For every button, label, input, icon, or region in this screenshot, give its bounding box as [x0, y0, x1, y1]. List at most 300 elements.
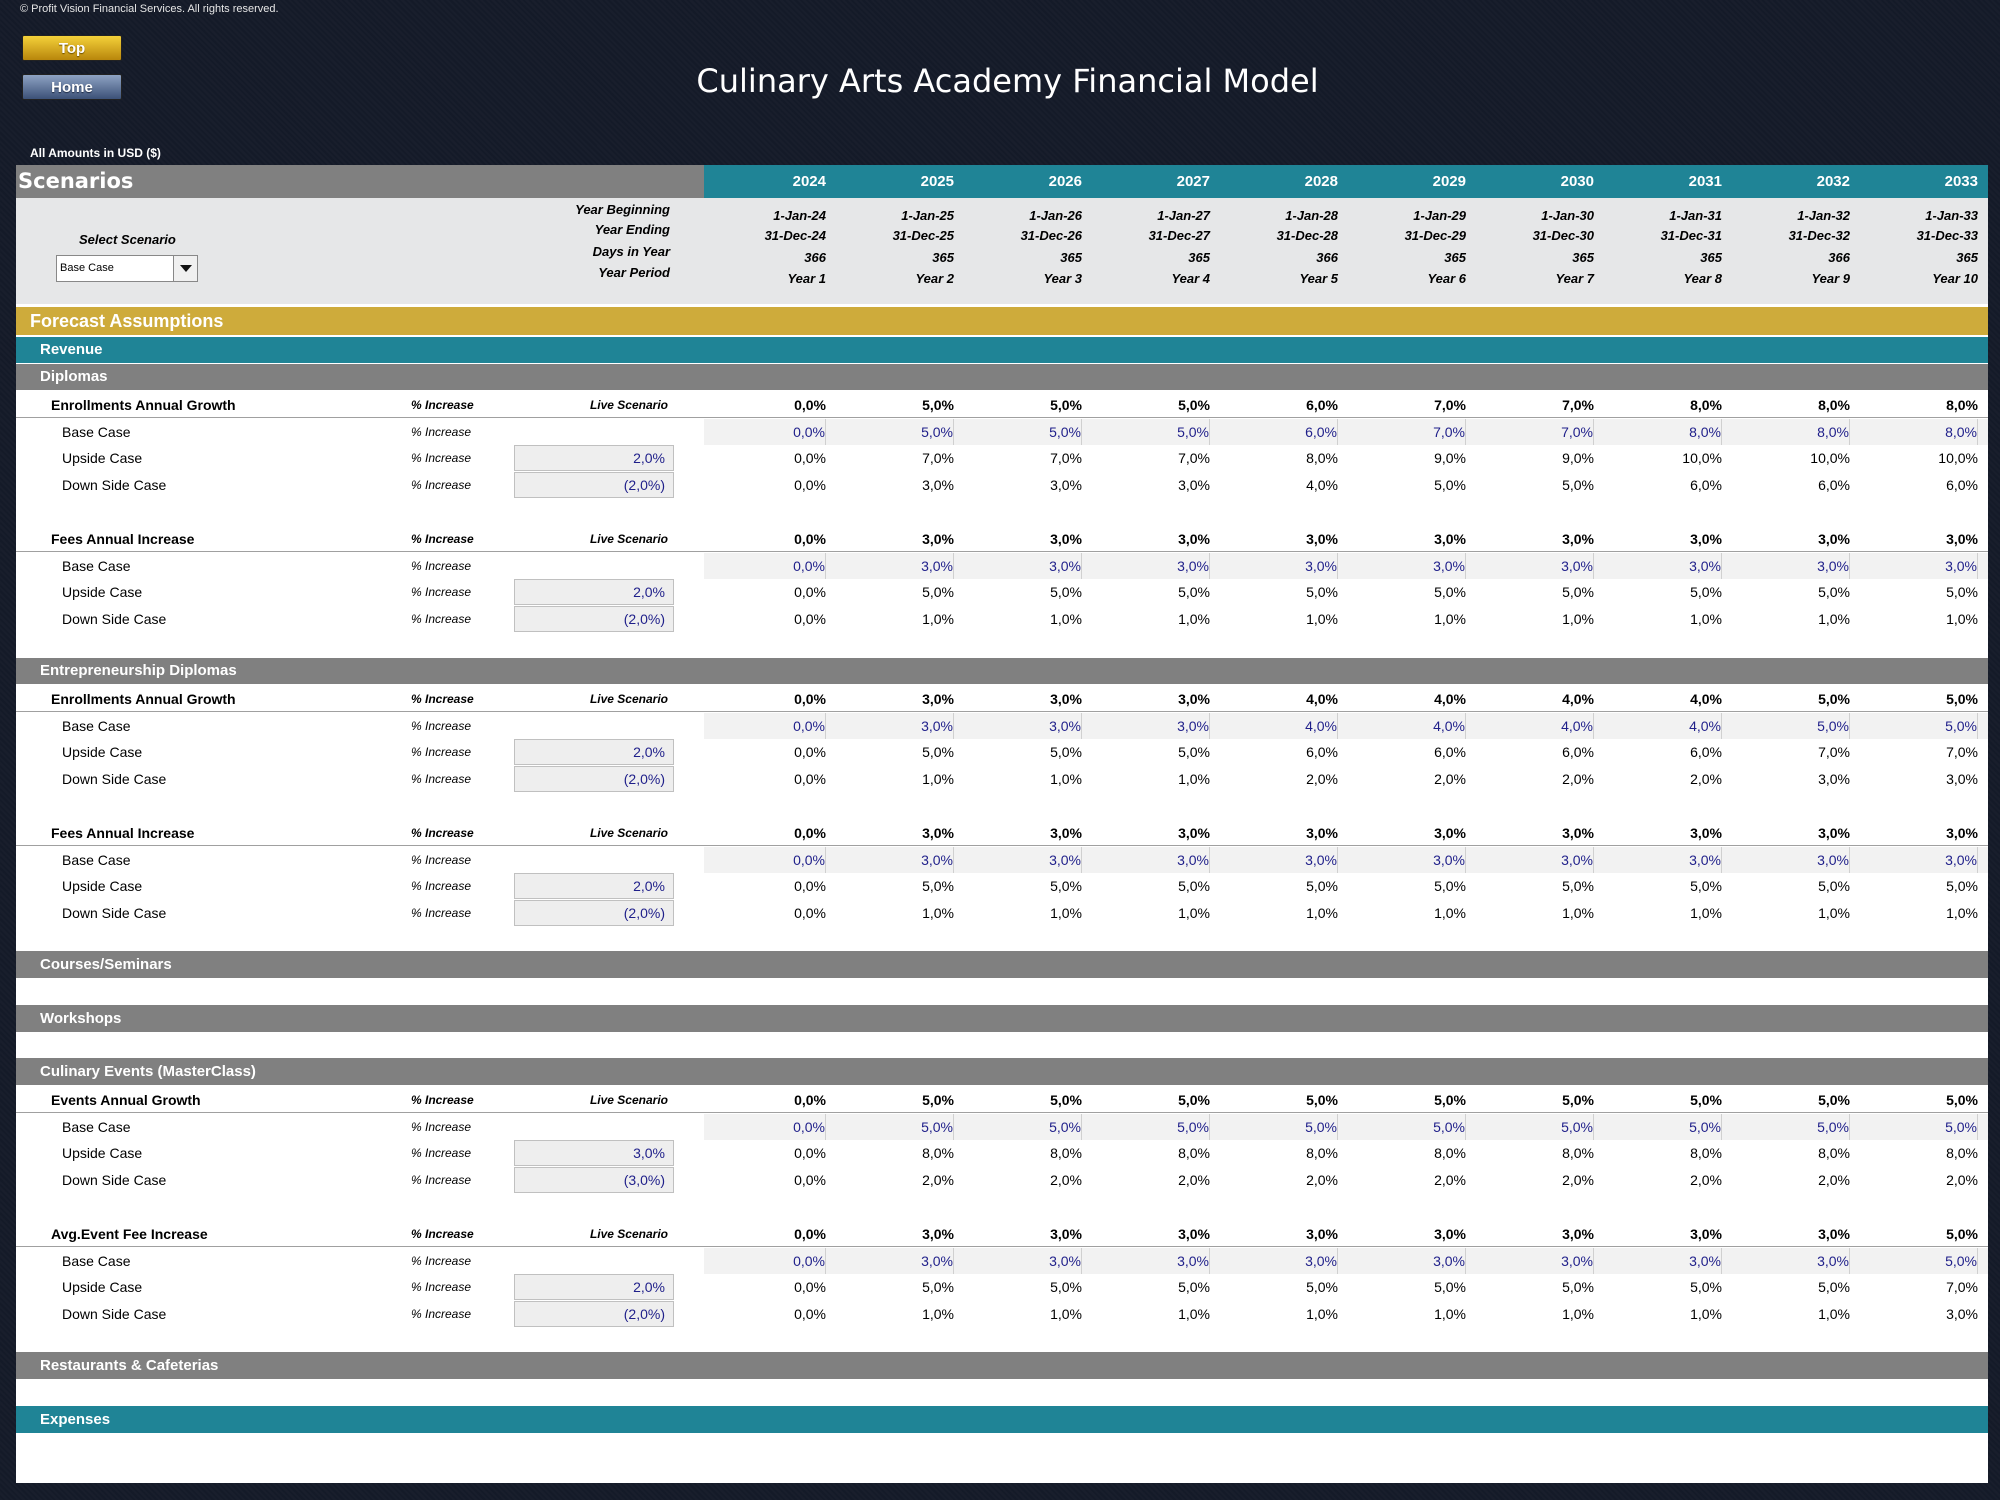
base-input-cell[interactable]: 5,0% [1850, 713, 1978, 739]
value-cell: 10,0% [1938, 450, 1978, 467]
base-input-cell[interactable]: 0,0% [698, 1114, 826, 1140]
base-input-cell[interactable]: 5,0% [1082, 419, 1210, 445]
live-scenario-label: Live Scenario [589, 532, 668, 546]
live-scenario-row [16, 686, 1988, 712]
period-cell: 31-Dec-28 [1276, 228, 1338, 243]
value-cell: 5,0% [1306, 1279, 1338, 1296]
value-cell: 0,0% [794, 584, 826, 601]
upside-adjustment-input[interactable]: 2,0% [514, 579, 674, 605]
value-cell: 7,0% [922, 450, 954, 467]
select-scenario-label: Select Scenario [79, 232, 176, 247]
value-cell: 5,0% [1434, 1279, 1466, 1296]
value-cell: 1,0% [1178, 611, 1210, 628]
value-cell: 7,0% [1434, 397, 1466, 413]
base-input-cell[interactable]: 3,0% [954, 713, 1082, 739]
base-input-cell[interactable]: 3,0% [1082, 847, 1210, 873]
period-cell: 366 [1316, 250, 1338, 265]
value-cell: 3,0% [922, 1226, 954, 1242]
base-input-cell[interactable]: 5,0% [1722, 1114, 1850, 1140]
value-cell: 6,0% [1690, 477, 1722, 494]
year-header-2033: 2033 [1944, 173, 1978, 190]
live-scenario-row [16, 1221, 1988, 1247]
value-cell: 3,0% [1690, 825, 1722, 841]
value-cell: 1,0% [922, 1306, 954, 1323]
value-cell: 5,0% [1306, 584, 1338, 601]
value-cell: 3,0% [1946, 1306, 1978, 1323]
value-cell: 10,0% [1810, 450, 1850, 467]
base-input-cell[interactable]: 3,0% [954, 847, 1082, 873]
value-cell: 5,0% [1946, 1226, 1978, 1242]
base-input-cell[interactable]: 3,0% [1594, 553, 1722, 579]
base-input-cell[interactable]: 3,0% [1722, 553, 1850, 579]
value-cell: 6,0% [1562, 744, 1594, 761]
base-input-cell[interactable]: 4,0% [1466, 713, 1594, 739]
downside-adjustment-input[interactable]: (3,0%) [514, 1167, 674, 1193]
entrepreneurship-diplomas-band: Entrepreneurship Diplomas [16, 658, 1988, 684]
base-input-cell[interactable]: 3,0% [1082, 553, 1210, 579]
downside-case-row [16, 900, 1988, 926]
base-input-cell[interactable]: 7,0% [1466, 419, 1594, 445]
downside-case-row [16, 1301, 1988, 1327]
base-input-cell[interactable]: 5,0% [1594, 1114, 1722, 1140]
unit-label: % Increase [411, 852, 472, 867]
period-cell: Year 6 [1427, 271, 1466, 286]
base-input-cell[interactable]: 3,0% [1850, 553, 1978, 579]
value-cell: 8,0% [1050, 1145, 1082, 1162]
value-cell: 5,0% [922, 1279, 954, 1296]
base-input-cell[interactable]: 3,0% [954, 553, 1082, 579]
value-cell: 5,0% [922, 744, 954, 761]
value-cell: 0,0% [794, 1226, 826, 1242]
value-cell: 0,0% [794, 1145, 826, 1162]
period-cell: 1-Jan-24 [773, 208, 826, 223]
period-label: Days in Year [592, 244, 670, 259]
base-input-cell[interactable]: 0,0% [698, 847, 826, 873]
base-input-cell[interactable]: 5,0% [1210, 1114, 1338, 1140]
period-cell: 1-Jan-29 [1413, 208, 1466, 223]
period-cell: Year 10 [1932, 271, 1978, 286]
unit-label: % Increase [411, 772, 472, 787]
downside-case-row [16, 766, 1988, 792]
unit-label: % Increase [411, 612, 472, 627]
value-cell: 2,0% [1178, 1172, 1210, 1189]
value-cell: 7,0% [1562, 397, 1594, 413]
base-input-cell[interactable]: 5,0% [954, 1114, 1082, 1140]
period-cell: 366 [1828, 250, 1850, 265]
value-cell: 4,0% [1562, 691, 1594, 707]
value-cell: 8,0% [1306, 450, 1338, 467]
unit-label: % Increase [411, 1173, 472, 1188]
case-label: Base Case [62, 557, 131, 574]
downside-adjustment-input[interactable]: (2,0%) [514, 900, 674, 926]
value-cell: 1,0% [1050, 1306, 1082, 1323]
scenario-dropdown-value: Base Case [60, 262, 114, 274]
base-input-cell[interactable]: 5,0% [1082, 1114, 1210, 1140]
upside-adjustment-input[interactable]: 2,0% [514, 873, 674, 899]
diplomas-band: Diplomas [16, 364, 1988, 390]
upside-adjustment-input[interactable]: 2,0% [514, 739, 674, 765]
base-input-cell[interactable]: 7,0% [1338, 419, 1466, 445]
value-cell: 2,0% [1306, 1172, 1338, 1189]
value-cell: 0,0% [794, 691, 826, 707]
base-input-cell[interactable]: 3,0% [1466, 847, 1594, 873]
base-input-cell[interactable]: 3,0% [826, 553, 954, 579]
base-case-row [16, 1114, 1988, 1140]
upside-adjustment-input[interactable]: 2,0% [514, 445, 674, 471]
base-input-cell[interactable]: 5,0% [1338, 1114, 1466, 1140]
assumption-title: Enrollments Annual Growth [51, 691, 236, 707]
base-input-cell[interactable]: 5,0% [826, 1114, 954, 1140]
base-input-cell[interactable]: 5,0% [954, 419, 1082, 445]
value-cell: 3,0% [1946, 825, 1978, 841]
value-cell: 2,0% [1946, 1172, 1978, 1189]
base-input-cell[interactable]: 3,0% [1466, 553, 1594, 579]
unit-label: % Increase [411, 585, 472, 600]
top-button[interactable]: Top [22, 35, 122, 61]
value-cell: 1,0% [1818, 905, 1850, 922]
value-cell: 5,0% [1178, 397, 1210, 413]
base-input-cell[interactable]: 8,0% [1722, 419, 1850, 445]
value-cell: 1,0% [1306, 905, 1338, 922]
value-cell: 7,0% [1946, 1279, 1978, 1296]
value-cell: 3,0% [1434, 531, 1466, 547]
value-cell: 1,0% [1946, 905, 1978, 922]
value-cell: 1,0% [1306, 611, 1338, 628]
value-cell: 7,0% [1178, 450, 1210, 467]
unit-label: % Increase [411, 879, 472, 894]
unit-label: % Increase [411, 1253, 472, 1268]
value-cell: 5,0% [1690, 584, 1722, 601]
value-cell: 1,0% [1690, 611, 1722, 628]
value-cell: 5,0% [1690, 1279, 1722, 1296]
value-cell: 5,0% [1178, 1092, 1210, 1108]
period-cell: 1-Jan-31 [1669, 208, 1722, 223]
base-input-cell[interactable]: 3,0% [826, 847, 954, 873]
base-input-cell[interactable]: 3,0% [1338, 1248, 1466, 1274]
period-cell: 31-Dec-32 [1788, 228, 1850, 243]
unit-label: % Increase [411, 1093, 474, 1107]
upside-case-row [16, 739, 1988, 765]
value-cell: 5,0% [1818, 691, 1850, 707]
value-cell: 1,0% [1434, 905, 1466, 922]
base-input-cell[interactable]: 3,0% [954, 1248, 1082, 1274]
upside-adjustment-input[interactable]: 2,0% [514, 1274, 674, 1300]
period-cell: Year 4 [1171, 271, 1210, 286]
case-label: Base Case [62, 1118, 131, 1135]
value-cell: 1,0% [922, 611, 954, 628]
value-cell: 3,0% [1050, 531, 1082, 547]
base-input-cell[interactable]: 3,0% [826, 713, 954, 739]
base-input-cell[interactable]: 0,0% [698, 553, 826, 579]
period-cell: 366 [804, 250, 826, 265]
period-cell: Year 7 [1555, 271, 1594, 286]
period-label: Year Ending [594, 222, 670, 237]
value-cell: 3,0% [1178, 1226, 1210, 1242]
case-label: Upside Case [62, 1279, 143, 1296]
base-case-row [16, 713, 1988, 739]
value-cell: 5,0% [1946, 878, 1978, 895]
value-cell: 1,0% [1562, 1306, 1594, 1323]
year-header-2032: 2032 [1816, 173, 1850, 190]
unit-label: % Increase [411, 692, 474, 706]
value-cell: 0,0% [794, 450, 826, 467]
value-cell: 0,0% [794, 1172, 826, 1189]
base-input-cell[interactable]: 5,0% [1850, 1114, 1978, 1140]
unit-label: % Increase [411, 1227, 474, 1241]
unit-label: % Increase [411, 826, 474, 840]
value-cell: 5,0% [1306, 1092, 1338, 1108]
value-cell: 6,0% [1434, 744, 1466, 761]
period-label: Year Period [598, 265, 670, 280]
value-cell: 6,0% [1690, 744, 1722, 761]
courses-seminars-band: Courses/Seminars [16, 951, 1988, 978]
base-input-cell[interactable]: 3,0% [1594, 1248, 1722, 1274]
value-cell: 3,0% [1050, 1226, 1082, 1242]
value-cell: 5,0% [922, 878, 954, 895]
value-cell: 1,0% [1178, 905, 1210, 922]
value-cell: 0,0% [794, 397, 826, 413]
year-header-2028: 2028 [1304, 173, 1338, 190]
value-cell: 5,0% [1434, 878, 1466, 895]
base-input-cell[interactable]: 3,0% [1210, 1248, 1338, 1274]
value-cell: 5,0% [1818, 1092, 1850, 1108]
base-input-cell[interactable]: 0,0% [698, 713, 826, 739]
period-cell: Year 5 [1299, 271, 1338, 286]
base-input-cell[interactable]: 4,0% [1594, 713, 1722, 739]
value-cell: 6,0% [1306, 397, 1338, 413]
upside-case-row [16, 579, 1988, 605]
value-cell: 1,0% [1818, 611, 1850, 628]
value-cell: 8,0% [1690, 1145, 1722, 1162]
value-cell: 5,0% [1050, 878, 1082, 895]
value-cell: 1,0% [1562, 611, 1594, 628]
scenarios-header [16, 165, 1988, 198]
unit-label: % Increase [411, 532, 474, 546]
base-input-cell[interactable]: 5,0% [1722, 713, 1850, 739]
period-cell: 31-Dec-26 [1020, 228, 1082, 243]
period-cell: Year 3 [1043, 271, 1082, 286]
value-cell: 5,0% [1562, 1279, 1594, 1296]
period-cell: Year 1 [787, 271, 826, 286]
base-input-cell[interactable]: 3,0% [1338, 847, 1466, 873]
scenario-dropdown[interactable] [56, 255, 198, 282]
base-input-cell[interactable]: 5,0% [1466, 1114, 1594, 1140]
value-cell: 2,0% [1562, 771, 1594, 788]
value-cell: 5,0% [1178, 1279, 1210, 1296]
unit-label: % Increase [411, 1307, 472, 1322]
value-cell: 3,0% [1050, 825, 1082, 841]
unit-label: % Increase [411, 1280, 472, 1295]
live-scenario-row [16, 1087, 1988, 1113]
base-input-cell[interactable]: 4,0% [1338, 713, 1466, 739]
assumption-title: Avg.Event Fee Increase [51, 1226, 208, 1242]
period-cell: 31-Dec-29 [1404, 228, 1466, 243]
base-input-cell[interactable]: 8,0% [1850, 419, 1978, 445]
home-button[interactable]: Home [22, 74, 122, 100]
base-input-cell[interactable]: 3,0% [1850, 847, 1978, 873]
case-label: Base Case [62, 1252, 131, 1269]
value-cell: 5,0% [1946, 584, 1978, 601]
unit-label: % Increase [411, 398, 474, 412]
value-cell: 1,0% [1690, 905, 1722, 922]
assumption-title: Events Annual Growth [51, 1092, 201, 1108]
spreadsheet-sheet [16, 165, 1988, 1483]
value-cell: 2,0% [1434, 1172, 1466, 1189]
downside-adjustment-input[interactable]: (2,0%) [514, 766, 674, 792]
unit-label: % Increase [411, 1119, 472, 1134]
period-cell: 1-Jan-32 [1797, 208, 1850, 223]
value-cell: 3,0% [1306, 825, 1338, 841]
upside-case-row [16, 1140, 1988, 1166]
value-cell: 3,0% [1178, 477, 1210, 494]
period-label: Year Beginning [575, 202, 670, 217]
value-cell: 2,0% [1690, 771, 1722, 788]
case-label: Base Case [62, 851, 131, 868]
value-cell: 5,0% [1562, 477, 1594, 494]
value-cell: 3,0% [1562, 825, 1594, 841]
value-cell: 5,0% [1562, 584, 1594, 601]
period-cell: 1-Jan-28 [1285, 208, 1338, 223]
downside-adjustment-input[interactable]: (2,0%) [514, 472, 674, 498]
value-cell: 3,0% [1946, 531, 1978, 547]
case-label: Base Case [62, 717, 131, 734]
assumption-title: Fees Annual Increase [51, 531, 195, 547]
value-cell: 5,0% [1434, 477, 1466, 494]
upside-case-row [16, 445, 1988, 471]
dropdown-arrow-icon[interactable] [173, 256, 197, 281]
value-cell: 3,0% [1434, 1226, 1466, 1242]
value-cell: 5,0% [1050, 1092, 1082, 1108]
page-title: Culinary Arts Academy Financial Model [696, 62, 1319, 100]
base-input-cell[interactable]: 3,0% [826, 1248, 954, 1274]
base-input-cell[interactable]: 3,0% [1210, 553, 1338, 579]
value-cell: 8,0% [1690, 397, 1722, 413]
value-cell: 3,0% [1178, 825, 1210, 841]
period-cell: 365 [1956, 250, 1978, 265]
value-cell: 6,0% [1818, 477, 1850, 494]
value-cell: 5,0% [1818, 1279, 1850, 1296]
assumption-title: Fees Annual Increase [51, 825, 195, 841]
base-input-cell[interactable]: 3,0% [1722, 847, 1850, 873]
period-cell: 1-Jan-26 [1029, 208, 1082, 223]
downside-adjustment-input[interactable]: (2,0%) [514, 606, 674, 632]
value-cell: 2,0% [1050, 1172, 1082, 1189]
value-cell: 5,0% [1434, 1092, 1466, 1108]
value-cell: 3,0% [1178, 691, 1210, 707]
downside-case-row [16, 472, 1988, 498]
value-cell: 3,0% [1818, 531, 1850, 547]
upside-case-row [16, 873, 1988, 899]
value-cell: 0,0% [794, 611, 826, 628]
workshops-band: Workshops [16, 1005, 1988, 1032]
value-cell: 5,0% [1050, 584, 1082, 601]
base-input-cell[interactable]: 3,0% [1338, 553, 1466, 579]
upside-case-row [16, 1274, 1988, 1300]
base-case-row [16, 419, 1988, 445]
period-cell: 365 [1700, 250, 1722, 265]
value-cell: 2,0% [1434, 771, 1466, 788]
value-cell: 3,0% [1178, 531, 1210, 547]
base-input-cell[interactable]: 0,0% [698, 1248, 826, 1274]
value-cell: 4,0% [1434, 691, 1466, 707]
value-cell: 8,0% [1562, 1145, 1594, 1162]
value-cell: 5,0% [1690, 1092, 1722, 1108]
downside-adjustment-input[interactable]: (2,0%) [514, 1301, 674, 1327]
unit-label: % Increase [411, 1146, 472, 1161]
case-label: Upside Case [62, 878, 143, 895]
base-input-cell[interactable]: 3,0% [1082, 713, 1210, 739]
value-cell: 1,0% [1306, 1306, 1338, 1323]
year-header-2027: 2027 [1176, 173, 1210, 190]
value-cell: 1,0% [1434, 611, 1466, 628]
value-cell: 8,0% [1946, 1145, 1978, 1162]
base-input-cell[interactable]: 3,0% [1722, 1248, 1850, 1274]
unit-label: % Increase [411, 745, 472, 760]
unit-label: % Increase [411, 478, 472, 493]
base-input-cell[interactable]: 0,0% [698, 419, 826, 445]
live-scenario-label: Live Scenario [589, 826, 668, 840]
period-cell: Year 9 [1811, 271, 1850, 286]
value-cell: 0,0% [794, 531, 826, 547]
value-cell: 8,0% [922, 1145, 954, 1162]
base-input-cell[interactable]: 5,0% [826, 419, 954, 445]
unit-label: % Increase [411, 906, 472, 921]
value-cell: 1,0% [1050, 905, 1082, 922]
base-input-cell[interactable]: 3,0% [1210, 847, 1338, 873]
upside-adjustment-input[interactable]: 3,0% [514, 1140, 674, 1166]
base-input-cell[interactable]: 6,0% [1210, 419, 1338, 445]
culinary-events-band: Culinary Events (MasterClass) [16, 1058, 1988, 1085]
year-header-2030: 2030 [1560, 173, 1594, 190]
base-input-cell[interactable]: 8,0% [1594, 419, 1722, 445]
base-input-cell[interactable]: 3,0% [1466, 1248, 1594, 1274]
base-case-row [16, 1248, 1988, 1274]
base-input-cell[interactable]: 4,0% [1210, 713, 1338, 739]
value-cell: 5,0% [1178, 584, 1210, 601]
expenses-band: Expenses [16, 1406, 1988, 1433]
value-cell: 7,0% [1946, 744, 1978, 761]
base-input-cell[interactable]: 5,0% [1850, 1248, 1978, 1274]
value-cell: 1,0% [1690, 1306, 1722, 1323]
value-cell: 0,0% [794, 477, 826, 494]
period-cell: 1-Jan-27 [1157, 208, 1210, 223]
value-cell: 5,0% [1562, 878, 1594, 895]
value-cell: 5,0% [1434, 584, 1466, 601]
value-cell: 5,0% [1050, 744, 1082, 761]
value-cell: 3,0% [1562, 1226, 1594, 1242]
value-cell: 3,0% [1050, 691, 1082, 707]
value-cell: 8,0% [1434, 1145, 1466, 1162]
forecast-assumptions-band: Forecast Assumptions [16, 307, 1988, 335]
value-cell: 4,0% [1690, 691, 1722, 707]
value-cell: 3,0% [922, 477, 954, 494]
assumption-title: Enrollments Annual Growth [51, 397, 236, 413]
base-input-cell[interactable]: 3,0% [1594, 847, 1722, 873]
live-scenario-label: Live Scenario [589, 398, 668, 412]
value-cell: 5,0% [922, 397, 954, 413]
value-cell: 3,0% [1306, 531, 1338, 547]
value-cell: 0,0% [794, 744, 826, 761]
case-label: Down Side Case [62, 477, 167, 494]
base-input-cell[interactable]: 3,0% [1082, 1248, 1210, 1274]
value-cell: 3,0% [1562, 531, 1594, 547]
value-cell: 3,0% [1434, 825, 1466, 841]
year-header-2029: 2029 [1432, 173, 1466, 190]
value-cell: 7,0% [1818, 744, 1850, 761]
value-cell: 3,0% [1690, 531, 1722, 547]
value-cell: 2,0% [1818, 1172, 1850, 1189]
value-cell: 3,0% [1818, 1226, 1850, 1242]
